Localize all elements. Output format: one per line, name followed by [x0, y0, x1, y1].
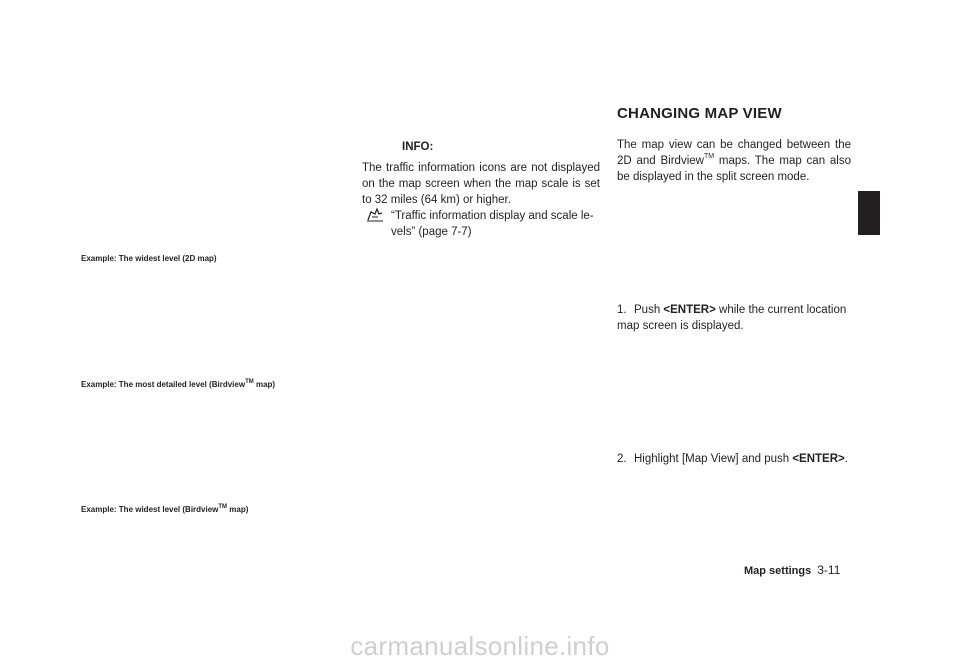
trademark-mark: TM — [218, 504, 228, 510]
step-number: 2. — [617, 453, 627, 465]
page-footer — [744, 561, 840, 579]
step-number: 1. — [617, 304, 627, 316]
step-1: 1. Push <ENTER> while the current location map screen is displayed. — [617, 304, 847, 332]
section-intro: The map view can be changed between the 2D and Birdview™ maps. The map can also be displayed in the split screen mode. — [617, 139, 851, 183]
figure-caption-widest-2d: Example: The widest level (2D map) — [81, 254, 217, 263]
enter-key: <ENTER> — [663, 304, 716, 316]
trademark-mark: TM — [703, 153, 715, 160]
page-number: 3-11 — [817, 563, 841, 577]
footer-section-name: Map settings — [744, 565, 812, 577]
info-reference — [362, 208, 600, 240]
enter-key: <ENTER> — [792, 453, 845, 465]
figure-caption-widest-birdview: Example: The widest level (Birdview™ map) — [81, 504, 249, 514]
figure-caption-most-detailed-birdview: Example: The most detailed level (Birdview™ map) — [81, 379, 276, 389]
reference-text: “Traffic information display and scale le-vels” (page 7-7) — [391, 210, 594, 238]
reference-icon — [366, 208, 384, 222]
step-2: 2. Highlight [Map View] and push <ENTER>. — [617, 453, 848, 465]
chapter-thumb-tab — [858, 191, 880, 235]
section-title: CHANGING MAP VIEW — [617, 105, 782, 122]
info-heading: INFO: — [402, 141, 434, 153]
trademark-mark: TM — [245, 379, 254, 385]
watermark: carmanualsonline.info — [350, 631, 610, 661]
info-body: The traffic information icons are not displayed on the map screen when the map scale is set to 32 miles (64 km) or higher. — [362, 162, 600, 206]
